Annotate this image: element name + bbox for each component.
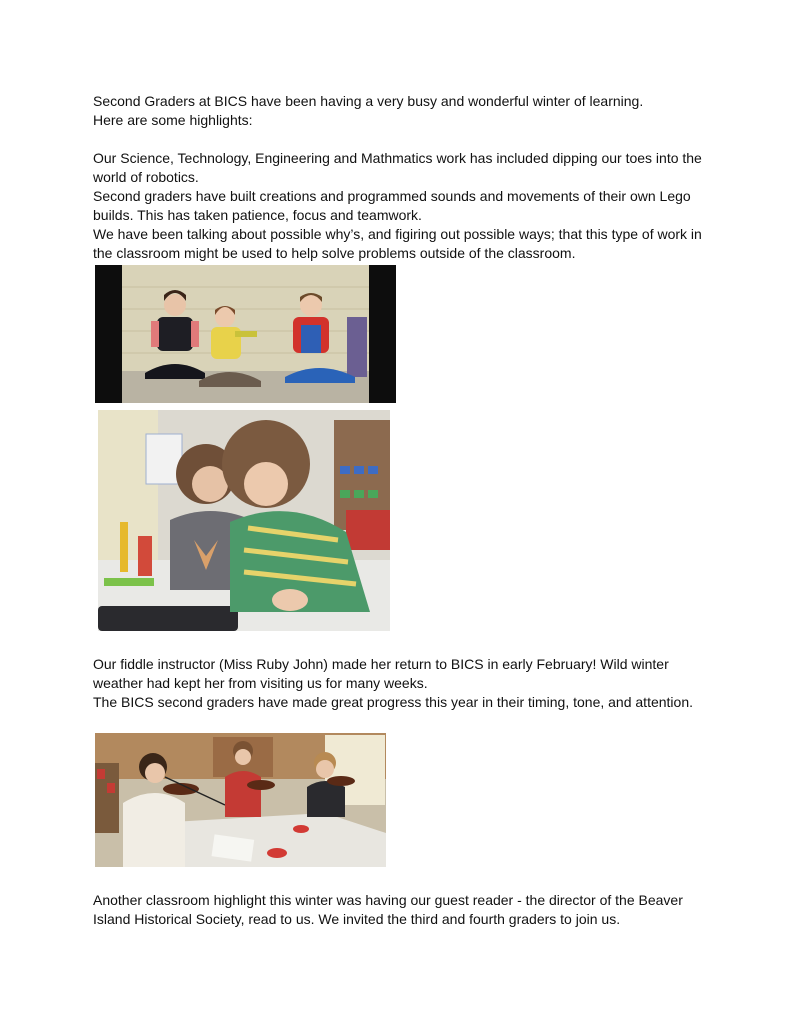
reader-paragraph: Another classroom highlight this winter was having our guest reader - the director of the Beaver Island Historical Society, read to us. We invited the third and fourth graders to join us. <box>93 892 683 927</box>
intro-line-2: Here are some highlights: <box>93 112 253 128</box>
robotics-laptop-photo <box>98 410 390 631</box>
stem-paragraph-2: Second graders have built creations and programmed sounds and movements of their own Lego builds. This has taken patience, focus and teamwork. <box>93 188 691 223</box>
fiddle-paragraph-1: Our fiddle instructor (Miss Ruby John) made her return to BICS in early February! Wild winter weather had kept her from visiting us for many weeks. <box>93 656 669 691</box>
intro-paragraph <box>93 92 713 130</box>
robotics-students-photo <box>95 265 396 403</box>
fiddle-paragraph-2: The BICS second graders have made great progress this year in their timing, tone, and attention. <box>93 694 693 710</box>
fiddle-class-photo <box>95 733 386 867</box>
stem-paragraph-1: Our Science, Technology, Engineering and Mathmatics work has included dipping our toes into the world of robotics. <box>93 150 702 185</box>
intro-line-1: Second Graders at BICS have been having a very busy and wonderful winter of learning. <box>93 93 644 109</box>
stem-paragraph-3: We have been talking about possible why’s, and figiring out possible ways; that this type of work in the classroom might be used to help solve problems outside of the classroom. <box>93 226 702 261</box>
